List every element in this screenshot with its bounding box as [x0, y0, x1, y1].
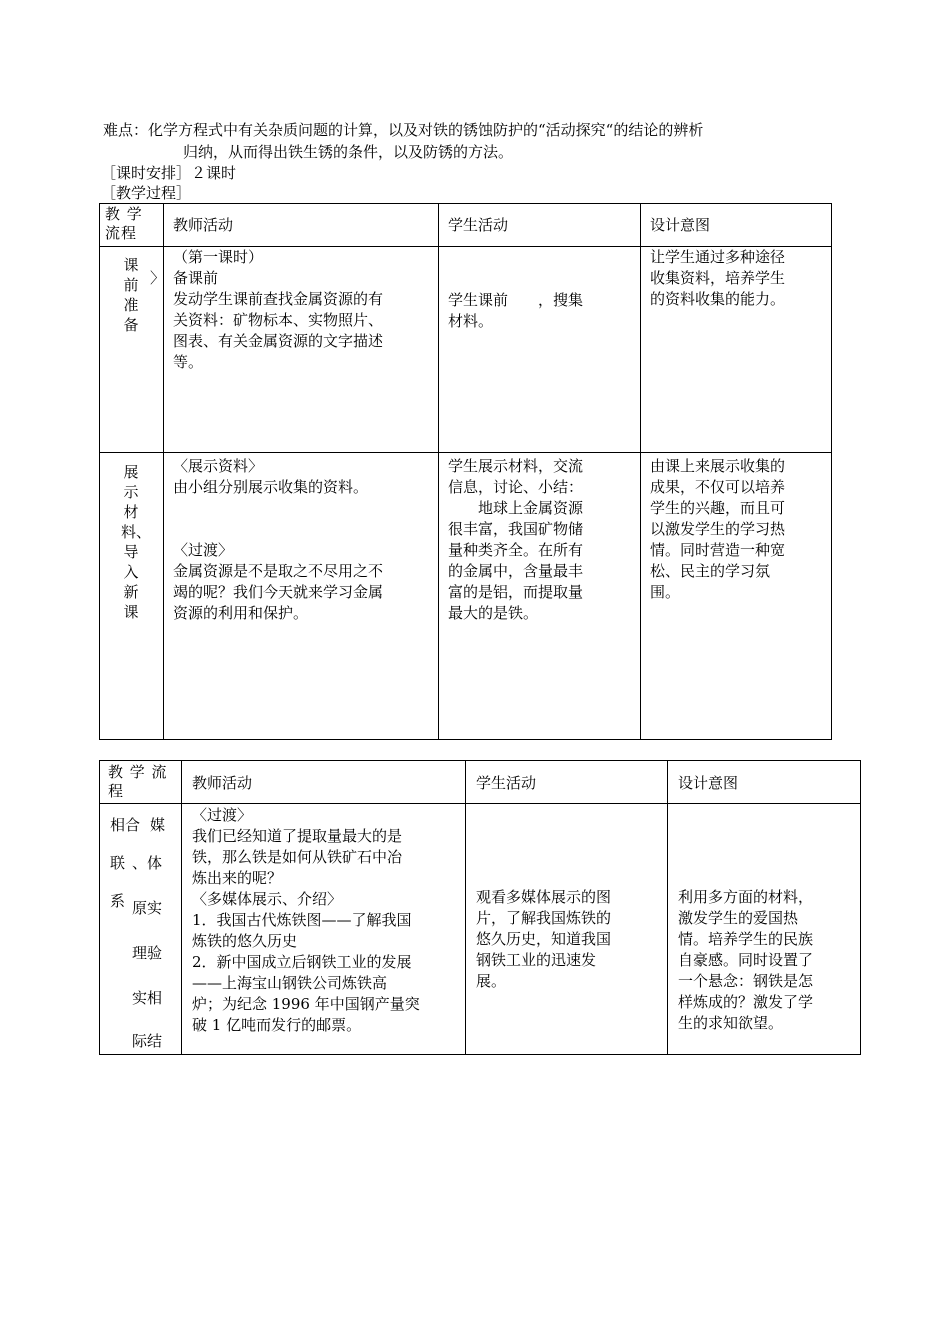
text-line: 围。: [650, 583, 681, 601]
process-label: ［教学过程］: [101, 184, 192, 202]
flow-right-5: 实相: [132, 989, 163, 1007]
text-line: 竭的呢？我们今天就来学习金属: [173, 583, 384, 601]
text-line: 自豪感。同时设置了: [678, 951, 814, 969]
text-line: ——上海宝山钢铁公司炼铁高: [192, 974, 388, 992]
text-line: [173, 519, 435, 540]
text-line: 1．我国古代炼铁图——了解我国: [192, 911, 412, 929]
text-line: 信息，讨论、小结：: [448, 478, 584, 496]
text-line: 等。: [173, 353, 204, 371]
table1-row2-intent: [650, 456, 828, 603]
text-line: （第一课时）: [173, 248, 264, 266]
table1-header-intent: 设计意图: [650, 216, 711, 234]
text-line: 学生课前 ，搜集: [448, 291, 584, 309]
text-line: 富的是铝，而提取量: [448, 583, 584, 601]
flow-right-2: 、体: [132, 854, 163, 872]
text-line: 发动学生课前查找金属资源的有: [173, 290, 384, 308]
text-line: [173, 498, 435, 519]
text-line: 观看多媒体展示的图: [476, 888, 612, 906]
table1-row1-student: [448, 290, 633, 332]
table1-header-teacher: 教师活动: [173, 216, 234, 234]
text-line: 悠久历史，知道我国: [476, 930, 612, 948]
table2-header-teacher: 教师活动: [192, 774, 253, 792]
text-line: 情。培养学生的民族: [678, 930, 814, 948]
flow-left-3: 系: [110, 892, 126, 910]
text-line: 〈过渡〉: [192, 806, 253, 824]
table2-student: [476, 887, 664, 992]
flow-right-1: 媒: [150, 816, 166, 834]
table1-row1-intent: [650, 247, 828, 310]
text-line: 成果，不仅可以培养: [650, 478, 786, 496]
text-line: 图表、有关金属资源的文字描述: [173, 332, 384, 350]
difficulty-line-1: 难点：化学方程式中有关杂质问题的计算，以及对铁的锈蚀防护的“活动探究“的结论的辨析: [103, 121, 704, 139]
text-line: 利用多方面的材料，: [678, 888, 814, 906]
text-line: 2．新中国成立后钢铁工业的发展: [192, 953, 412, 971]
table2-header-flow: 教 学 流程: [108, 763, 168, 800]
text-line: 铁，那么铁是如何从铁矿石中冶: [192, 848, 403, 866]
text-line: 情。同时营造一种宽: [650, 541, 786, 559]
text-line: 学生的兴趣，而且可: [650, 499, 786, 517]
text-line: 样炼成的？激发了学: [678, 993, 814, 1011]
flow-left-2: 联: [110, 854, 126, 872]
table1-header-flow: 教 学 流程: [105, 205, 143, 242]
table1-row1-flow: 课前准备: [123, 256, 139, 334]
text-line: 最大的是铁。: [448, 604, 539, 622]
text-line: 关资料：矿物标本、实物照片、: [173, 311, 384, 329]
text-line: 破 1 亿吨而发行的邮票。: [192, 1016, 362, 1034]
text-line: 钢铁工业的迅速发: [476, 951, 597, 969]
text-line: 炼铁的悠久历史: [192, 932, 298, 950]
text-line: 让学生通过多种途径: [650, 248, 786, 266]
flow-right-4: 理验: [132, 944, 163, 962]
text-line: 的资料收集的能力。: [650, 290, 786, 308]
text-line: 炉；为纪念 1996 年中国钢产量突: [192, 995, 420, 1013]
schedule-label: ［课时安排］２课时: [101, 164, 237, 182]
table1-row2-teacher: [173, 456, 435, 624]
table1-row2-flow: 展示材料、导入新课: [121, 463, 152, 621]
text-line: 由课上来展示收集的: [650, 457, 786, 475]
text-line: 炼出来的呢？: [192, 869, 283, 887]
text-line: 一个悬念：钢铁是怎: [678, 972, 814, 990]
text-line: 片，了解我国炼铁的: [476, 909, 612, 927]
text-line: 展。: [476, 972, 507, 990]
text-line: 〈展示资料〉: [173, 457, 264, 475]
text-line: 备课前: [173, 269, 219, 287]
difficulty-line-2: 归纳，从而得出铁生锈的条件，以及防锈的方法。: [183, 143, 514, 161]
table2-intent: [678, 887, 858, 1034]
flow-right-3: 原实: [132, 899, 163, 917]
table1-row1-flow-mark: 〉: [150, 269, 166, 287]
table2-header-intent: 设计意图: [678, 774, 739, 792]
text-line: 学生展示材料，交流: [448, 457, 584, 475]
text-line: 金属资源是不是取之不尽用之不: [173, 562, 384, 580]
flow-left-1: 相合: [110, 816, 141, 834]
flow-right-6: 际结: [132, 1032, 163, 1050]
table1-row2-student: [448, 456, 633, 624]
table2-teacher: [192, 805, 462, 1036]
text-line: 收集资料，培养学生: [650, 269, 786, 287]
text-line: 很丰富，我国矿物储: [448, 520, 584, 538]
table1-header-student: 学生活动: [448, 216, 509, 234]
text-line: 量种类齐全。在所有: [448, 541, 584, 559]
text-line: 松、民主的学习氛: [650, 562, 771, 580]
table2-header-student: 学生活动: [476, 774, 537, 792]
text-line: 地球上金属资源: [448, 499, 584, 517]
text-line: 以激发学生的学习热: [650, 520, 786, 538]
text-line: 生的求知欲望。: [678, 1014, 784, 1032]
text-line: 由小组分别展示收集的资料。: [173, 478, 369, 496]
text-line: 〈过渡〉: [173, 541, 234, 559]
text-line: 〈多媒体展示、介绍〉: [192, 890, 343, 908]
text-line: 的金属中，含量最丰: [448, 562, 584, 580]
text-line: 我们已经知道了提取量最大的是: [192, 827, 403, 845]
text-line: 材料。: [448, 312, 494, 330]
text-line: 资源的利用和保护。: [173, 604, 309, 622]
table1-row1-teacher: [173, 247, 435, 373]
text-line: 激发学生的爱国热: [678, 909, 799, 927]
